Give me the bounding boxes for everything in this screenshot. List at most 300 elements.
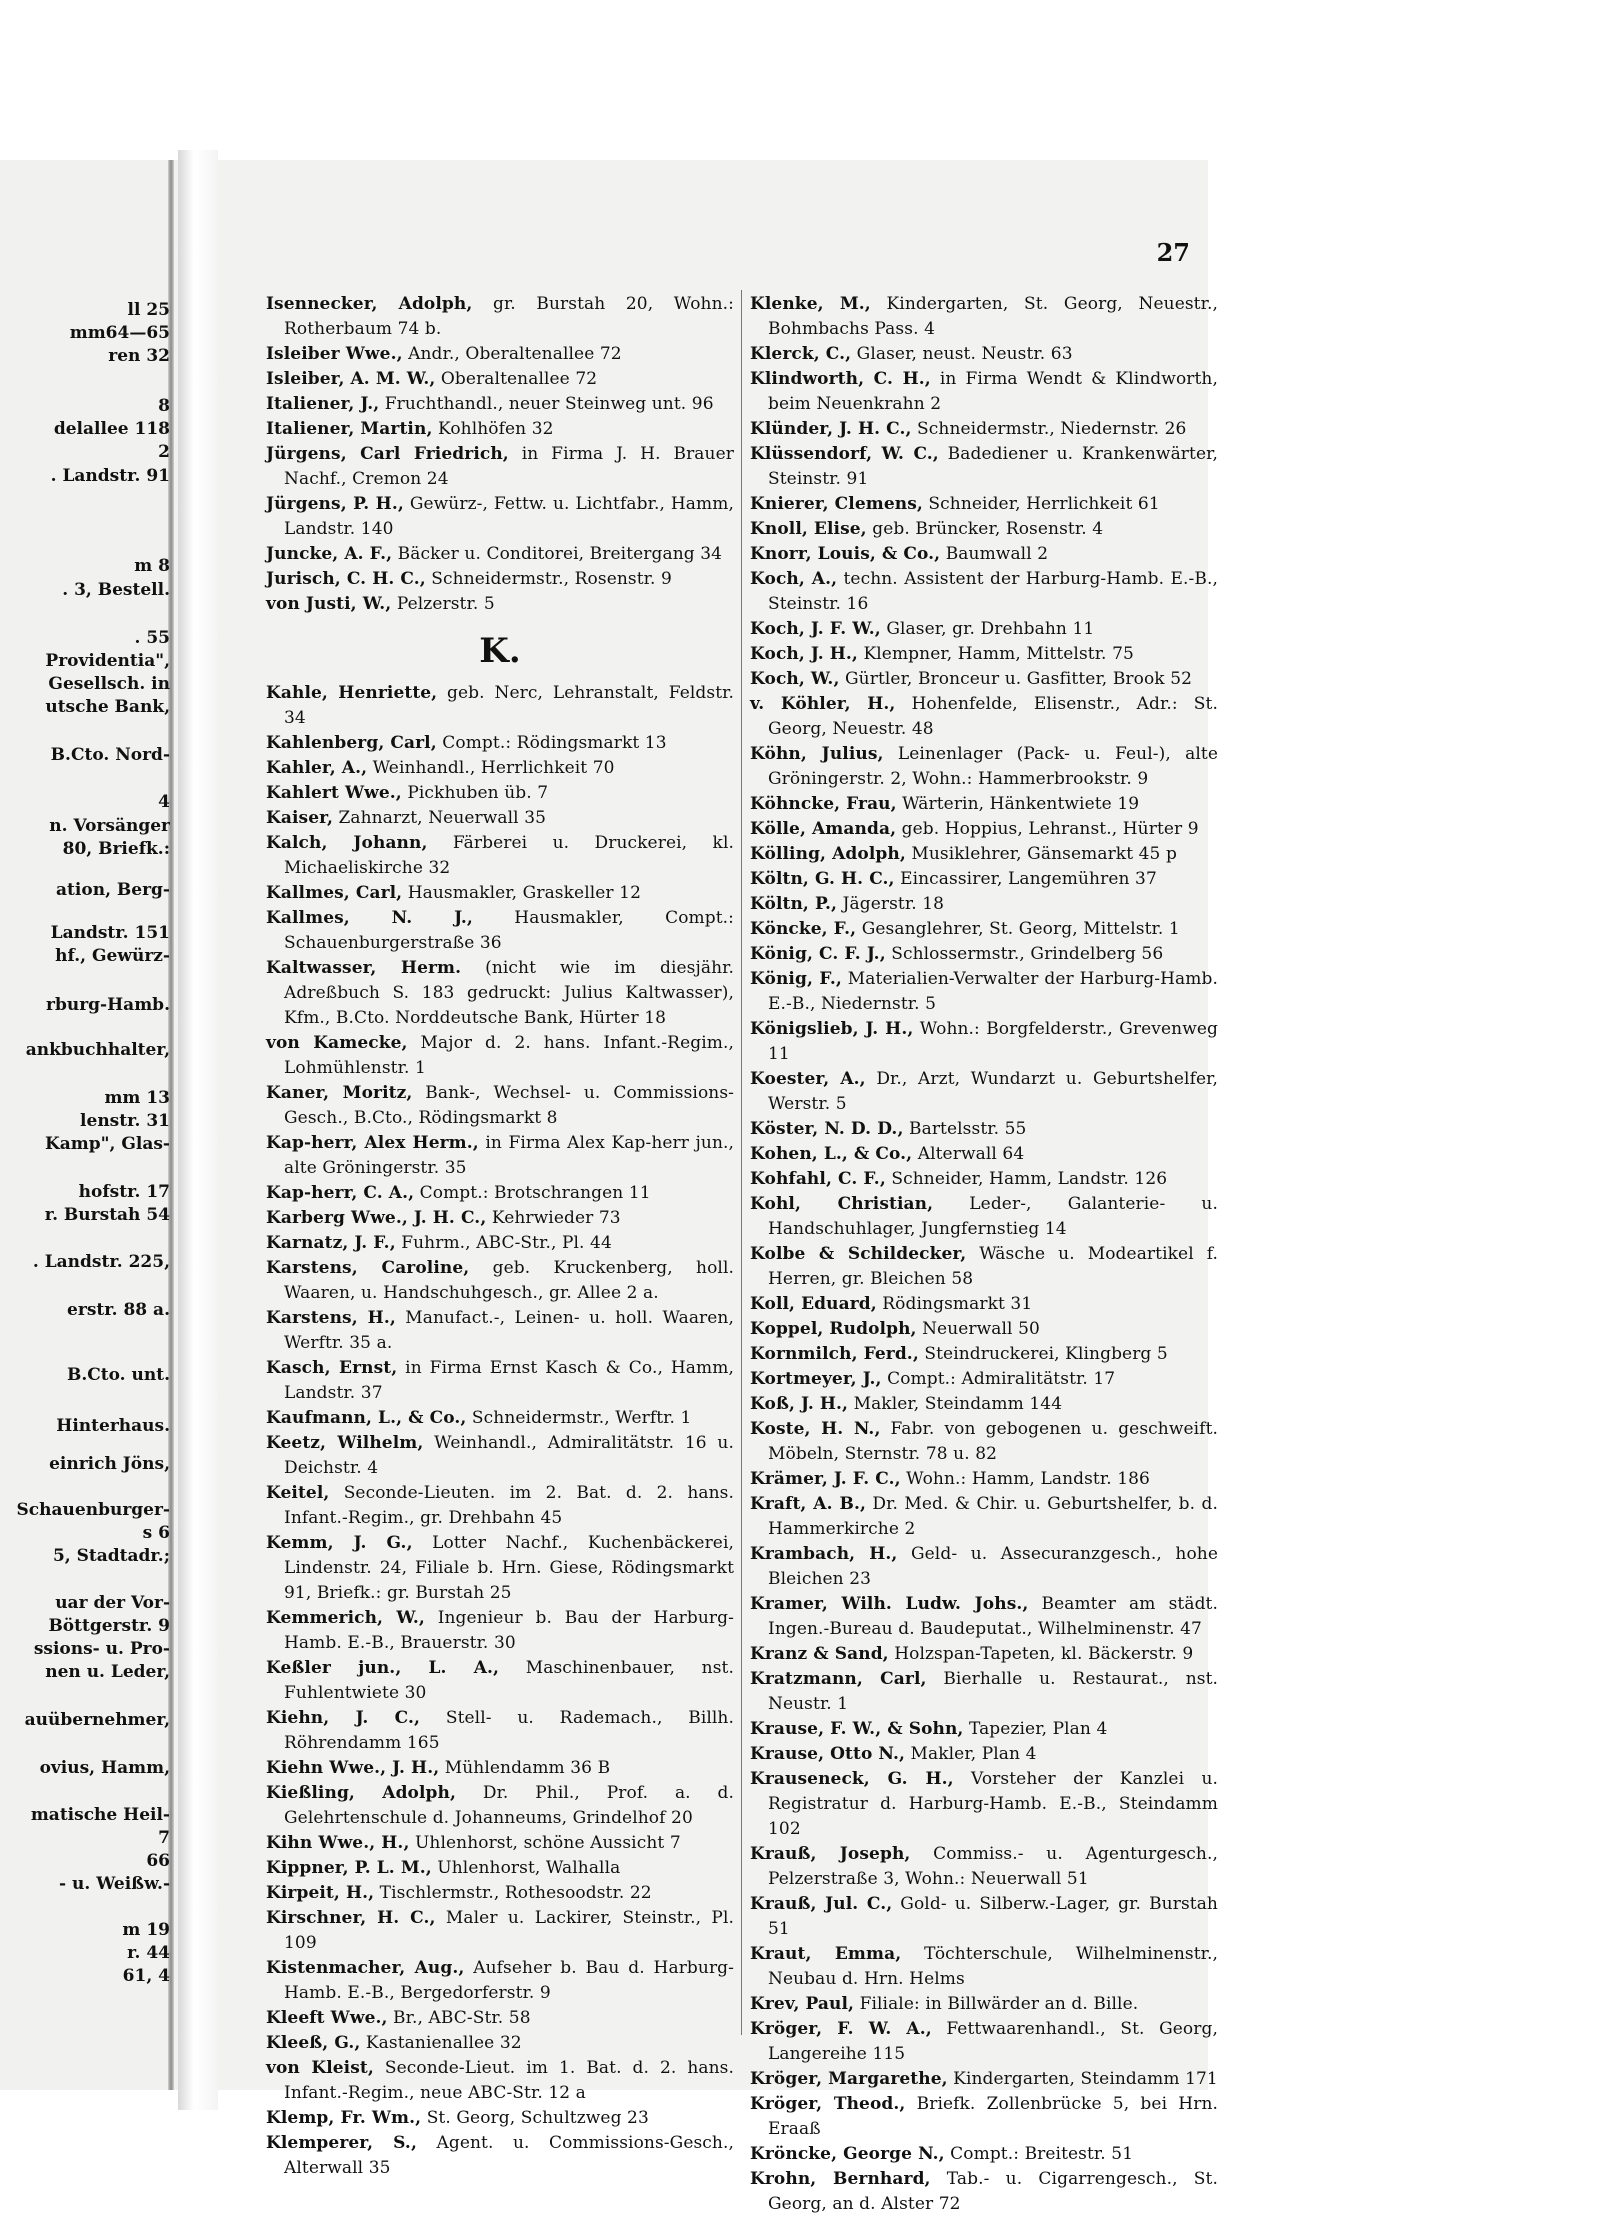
entries-i-j	[266, 292, 734, 617]
entries-k	[266, 681, 734, 2181]
directory-entry	[750, 1667, 1218, 1717]
page-number: 27	[1156, 238, 1190, 267]
directory-entry	[750, 617, 1218, 642]
directory-entry	[266, 2131, 734, 2181]
directory-entry	[750, 1592, 1218, 1642]
entry-details: Schneider, Hamm, Landstr. 126	[885, 1169, 1168, 1189]
entry-name: Krauß, Joseph,	[750, 1844, 911, 1864]
entry-details: Andr., Oberaltenallee 72	[402, 344, 622, 364]
directory-entry	[266, 1256, 734, 1306]
entry-name: Kiehn, J. C.,	[266, 1708, 421, 1728]
directory-entry	[750, 867, 1218, 892]
entry-name: Krause, Otto N.,	[750, 1744, 905, 1764]
facing-page-line: Providentia",	[45, 651, 170, 671]
entry-details: (nicht wie im diesjähr. Adreßbuch S. 183 gedruckt: Julius Kaltwasser), Kfm., B.Cto. Norddeutsche Bank, Hürter 18	[284, 958, 734, 1028]
entry-name: v. Köhler, H.,	[750, 694, 896, 714]
entry-name: von Kleist,	[266, 2058, 374, 2078]
directory-entry	[266, 1481, 734, 1531]
entry-details: Holzspan-Tapeten, kl. Bäckerstr. 9	[888, 1644, 1194, 1664]
entry-name: von Justi, W.,	[266, 594, 392, 614]
entry-details: Baumwall 2	[940, 544, 1049, 564]
directory-entry	[266, 367, 734, 392]
entry-name: Jurisch, C. H. C.,	[266, 569, 426, 589]
entry-details: Dr. Phil., Prof. a. d. Gelehrtenschule d. Johanneums, Grindelhof 20	[284, 1783, 734, 1828]
directory-entry	[750, 1017, 1218, 1067]
directory-entry	[750, 1242, 1218, 1292]
directory-entry	[266, 1231, 734, 1256]
entry-details: Compt.: Breitestr. 51	[944, 2144, 1134, 2164]
directory-entry	[266, 542, 734, 567]
entry-details: Aufseher b. Bau d. Harburg-Hamb. E.-B., Bergedorferstr. 9	[284, 1958, 735, 2003]
directory-entry	[750, 2067, 1218, 2092]
directory-entry	[750, 1992, 1218, 2017]
entry-details: Bäcker u. Conditorei, Breitergang 34	[392, 544, 723, 564]
entry-details: geb. Nerc, Lehranstalt, Feldstr. 34	[284, 683, 734, 728]
directory-entry	[750, 1742, 1218, 1767]
entry-name: Kramer, Wilh. Ludw. Johs.,	[750, 1594, 1029, 1614]
entry-details: Agent. u. Commissions-Gesch., Alterwall 35	[284, 2133, 734, 2178]
directory-entry	[750, 342, 1218, 367]
entry-name: Knorr, Louis, & Co.,	[750, 544, 941, 564]
entry-name: von Kamecke,	[266, 1033, 408, 1053]
directory-entry	[266, 567, 734, 592]
entry-details: techn. Assistent der Harburg-Hamb. E.-B., Steinstr. 16	[768, 569, 1218, 614]
directory-entry	[266, 1606, 734, 1656]
entry-name: Kap-herr, Alex Herm.,	[266, 1133, 479, 1153]
entry-details: Gewürz-, Fettw. u. Lichtfabr., Hamm, Landstr. 140	[284, 494, 734, 539]
directory-entry	[266, 1406, 734, 1431]
entry-name: Koste, H. N.,	[750, 1419, 881, 1439]
directory-entry	[266, 492, 734, 542]
entry-details: Oberaltenallee 72	[435, 369, 598, 389]
directory-entry	[750, 1367, 1218, 1392]
entry-name: Krämer, J. F. C.,	[750, 1469, 901, 1489]
entry-details: Tischlermstr., Rothesoodstr. 22	[374, 1883, 652, 1903]
directory-entry	[266, 1031, 734, 1081]
entry-details: Glaser, gr. Drehbahn 11	[880, 619, 1095, 639]
directory-entry	[750, 892, 1218, 917]
directory-entry	[750, 667, 1218, 692]
entry-details: Steindruckerei, Klingberg 5	[918, 1344, 1168, 1364]
facing-page-line: 2	[158, 442, 170, 462]
directory-entry	[750, 1467, 1218, 1492]
entry-name: Klünder, J. H. C.,	[750, 419, 912, 439]
entry-details: Schneidermstr., Rosenstr. 9	[425, 569, 672, 589]
directory-entry	[266, 2006, 734, 2031]
entry-name: Kirpeit, H.,	[266, 1883, 375, 1903]
entry-details: Stell- u. Rademach., Billh. Röhrendamm 165	[284, 1708, 734, 1753]
directory-entry	[750, 1492, 1218, 1542]
entry-name: Kraft, A. B.,	[750, 1494, 867, 1514]
entry-name: Italiener, Martin,	[266, 419, 433, 439]
entry-details: Hohenfelde, Elisenstr., Adr.: St. Georg, Neuestr. 48	[768, 694, 1218, 739]
facing-page-line: matische Heil-	[30, 1805, 170, 1825]
entry-details: St. Georg, Schultzweg 23	[421, 2108, 649, 2128]
directory-entry	[750, 1417, 1218, 1467]
entry-details: Fuhrm., ABC-Str., Pl. 44	[395, 1233, 612, 1253]
entry-details: Dr., Arzt, Wundarzt u. Geburtshelfer, Werstr. 5	[768, 1069, 1218, 1114]
entry-name: Kirschner, H. C.,	[266, 1908, 436, 1928]
entry-details: Maler u. Lackirer, Steinstr., Pl. 109	[284, 1908, 735, 1953]
entry-name: Kohl, Christian,	[750, 1194, 934, 1214]
facing-page-line: Schauenburger-	[16, 1500, 170, 1520]
entry-name: Jürgens, P. H.,	[266, 494, 404, 514]
directory-entry	[750, 817, 1218, 842]
facing-page-line: Gesellsch. in	[48, 674, 170, 694]
facing-page-line: uar der Vor-	[55, 1593, 170, 1613]
entry-name: Kolbe & Schildecker,	[750, 1244, 967, 1264]
facing-page-line: ssions- u. Pro-	[33, 1639, 170, 1659]
entry-details: in Firma Ernst Kasch & Co., Hamm, Landstr. 37	[284, 1358, 734, 1403]
directory-entry	[266, 1431, 734, 1481]
entry-name: Költn, P.,	[750, 894, 838, 914]
book-spine	[178, 150, 218, 2110]
entry-name: Jürgens, Carl Friedrich,	[266, 444, 509, 464]
directory-entry	[266, 1756, 734, 1781]
entry-name: Kölling, Adolph,	[750, 844, 906, 864]
directory-entry	[266, 1356, 734, 1406]
entry-name: Knierer, Clemens,	[750, 494, 923, 514]
entry-details: Wohn.: Borgfelderstr., Grevenweg 11	[768, 1019, 1219, 1064]
directory-entry	[750, 1717, 1218, 1742]
entry-details: Makler, Steindamm 144	[848, 1394, 1063, 1414]
entry-details: Br., ABC-Str. 58	[387, 2008, 531, 2028]
entry-details: Schneidermstr., Niedernstr. 26	[911, 419, 1187, 439]
facing-page-line: B.Cto. Nord-	[50, 745, 170, 765]
entry-name: Krauß, Jul. C.,	[750, 1894, 893, 1914]
directory-entry	[750, 292, 1218, 342]
entry-details: Weinhandl., Admiralitätstr. 16 u. Deichstr. 4	[284, 1433, 734, 1478]
entry-details: Bank-, Wechsel- u. Commissions-Gesch., B.Cto., Rödingsmarkt 8	[284, 1083, 735, 1128]
directory-entry	[266, 342, 734, 367]
entry-details: Glaser, neust. Neustr. 63	[851, 344, 1073, 364]
directory-entry	[266, 906, 734, 956]
entry-details: Leinenlager (Pack- u. Feul-), alte Gröningerstr. 2, Wohn.: Hammerbrookstr. 9	[768, 744, 1218, 789]
entry-name: König, C. F. J.,	[750, 944, 886, 964]
directory-entry	[750, 367, 1218, 417]
facing-page-line: Hinterhaus.	[56, 1416, 170, 1436]
column-right	[750, 292, 1218, 2217]
entry-details: Mühlendamm 36 B	[439, 1758, 611, 1778]
directory-entry	[750, 1167, 1218, 1192]
entry-details: Jägerstr. 18	[837, 894, 945, 914]
facing-page-line: . 3, Bestell.	[62, 580, 170, 600]
entry-name: Keitel,	[266, 1483, 330, 1503]
entry-name: Koß, J. H.,	[750, 1394, 849, 1414]
entry-name: Kiehn Wwe., J. H.,	[266, 1758, 440, 1778]
directory-entry	[750, 542, 1218, 567]
directory-entry	[266, 681, 734, 731]
entry-details: Leder-, Galanterie- u. Handschuhlager, Jungfernstieg 14	[768, 1194, 1218, 1239]
entry-details: Badediener u. Krankenwärter, Steinstr. 91	[768, 444, 1218, 489]
entry-name: Kahlenberg, Carl,	[266, 733, 437, 753]
directory-entry	[750, 1892, 1218, 1942]
directory-entry	[750, 517, 1218, 542]
directory-entry	[266, 1831, 734, 1856]
entry-name: Isleiber Wwe.,	[266, 344, 403, 364]
facing-page-line: r. 44	[127, 1943, 170, 1963]
entry-name: Kohen, L., & Co.,	[750, 1144, 913, 1164]
entry-details: Hausmakler, Compt.: Schauenburgerstraße 36	[284, 908, 734, 953]
entry-name: Klindworth, C. H.,	[750, 369, 931, 389]
entry-details: Gold- u. Silberw.-Lager, gr. Burstah 51	[768, 1894, 1218, 1939]
directory-entry	[266, 881, 734, 906]
entry-details: Seconde-Lieuten. im 2. Bat. d. 2. hans. Infant.-Regim., gr. Drehbahn 45	[284, 1483, 734, 1528]
entry-details: Alterwall 64	[912, 1144, 1025, 1164]
entry-name: Königslieb, J. H.,	[750, 1019, 914, 1039]
entry-details: in Firma J. H. Brauer Nachf., Cremon 24	[284, 444, 734, 489]
entry-details: Dr. Med. & Chir. u. Geburtshelfer, b. d. Hammerkirche 2	[768, 1494, 1218, 1539]
entry-details: Klempner, Hamm, Mittelstr. 75	[857, 644, 1134, 664]
entry-details: Ingenieur b. Bau der Harburg-Hamb. E.-B., Brauerstr. 30	[284, 1608, 734, 1653]
directory-entry	[750, 1342, 1218, 1367]
entry-details: Gesanglehrer, St. Georg, Mittelstr. 1	[856, 919, 1180, 939]
entry-details: geb. Hoppius, Lehranst., Hürter 9	[896, 819, 1199, 839]
entry-name: Kaufmann, L., & Co.,	[266, 1408, 467, 1428]
entry-name: Kallmes, N. J.,	[266, 908, 473, 928]
entry-details: Compt.: Rödingsmarkt 13	[436, 733, 667, 753]
facing-page-line: . Landstr. 91	[50, 466, 170, 486]
entry-details: Commiss.- u. Agenturgesch., Pelzerstraße 3, Wohn.: Neuerwall 51	[768, 1844, 1218, 1889]
facing-page-line: - u. Weißw.-	[59, 1874, 170, 1894]
entry-details: Rödingsmarkt 31	[876, 1294, 1033, 1314]
directory-entry	[750, 1392, 1218, 1417]
entry-name: Kleeß, G.,	[266, 2033, 361, 2053]
facing-page-line: 7	[158, 1828, 170, 1848]
entry-name: Köncke, F.,	[750, 919, 857, 939]
directory-entry	[750, 2017, 1218, 2067]
facing-page-line: lenstr. 31	[80, 1111, 170, 1131]
entry-details: Materialien-Verwalter der Harburg-Hamb. E.-B., Niedernstr. 5	[768, 969, 1218, 1014]
facing-page-line: . 55	[134, 628, 170, 648]
facing-page-line: ren 32	[108, 346, 170, 366]
directory-entry	[750, 1942, 1218, 1992]
entry-details: Vorsteher der Kanzlei u. Registratur d. Harburg-Hamb. E.-B., Steindamm 102	[768, 1769, 1219, 1839]
directory-entry	[750, 442, 1218, 492]
directory-entry	[750, 2142, 1218, 2167]
entry-details: Kastanienallee 32	[360, 2033, 522, 2053]
entry-name: Koester, A.,	[750, 1069, 866, 1089]
facing-page-line: 66	[146, 1851, 170, 1871]
facing-page-line: rburg-Hamb.	[46, 995, 170, 1015]
facing-page-line: delallee 118	[53, 419, 170, 439]
entry-name: Koch, W.,	[750, 669, 840, 689]
directory-entry	[266, 756, 734, 781]
entry-name: Kortmeyer, J.,	[750, 1369, 882, 1389]
entry-details: Major d. 2. hans. Infant.-Regim., Lohmühlenstr. 1	[284, 1033, 734, 1078]
directory-entry	[266, 1956, 734, 2006]
entry-name: Kahlert Wwe.,	[266, 783, 402, 803]
entry-details: Tapezier, Plan 4	[963, 1719, 1108, 1739]
directory-entry	[266, 592, 734, 617]
directory-page	[218, 160, 1219, 2214]
entry-name: Koch, J. H.,	[750, 644, 858, 664]
directory-entry	[750, 2167, 1218, 2217]
directory-entry	[750, 1117, 1218, 1142]
entry-name: Kratzmann, Carl,	[750, 1669, 927, 1689]
entry-name: König, F.,	[750, 969, 842, 989]
facing-page-line: 80, Briefk.:	[62, 839, 170, 859]
entry-details: Kindergarten, Steindamm 171	[947, 2069, 1218, 2089]
facing-page-line: 8	[158, 396, 170, 416]
entry-name: Klenke, M.,	[750, 294, 871, 314]
directory-entry	[266, 1881, 734, 1906]
directory-entry	[750, 2092, 1218, 2142]
directory-entry	[266, 1531, 734, 1606]
entry-details: Töchterschule, Wilhelminenstr., Neubau d. Hrn. Helms	[768, 1944, 1218, 1989]
entry-name: Karnatz, J. F.,	[266, 1233, 396, 1253]
entry-name: Kalch, Johann,	[266, 833, 428, 853]
entry-details: Uhlenhorst, schöne Aussicht 7	[409, 1833, 681, 1853]
entry-name: Kaner, Moritz,	[266, 1083, 413, 1103]
directory-entry	[750, 1067, 1218, 1117]
entry-name: Kallmes, Carl,	[266, 883, 403, 903]
entry-details: in Firma Alex Kap-herr jun., alte Gröningerstr. 35	[284, 1133, 735, 1178]
entry-details: Geld- u. Assecuranzgesch., hohe Bleichen 23	[768, 1544, 1218, 1589]
entry-details: Musiklehrer, Gänsemarkt 45 p	[905, 844, 1177, 864]
column-divider	[741, 290, 742, 2035]
facing-page-line: 5, Stadtadr.;	[52, 1546, 170, 1566]
directory-entry	[266, 731, 734, 756]
entry-name: Isleiber, A. M. W.,	[266, 369, 436, 389]
directory-entry	[266, 392, 734, 417]
facing-page-fragment	[0, 160, 178, 2090]
entry-name: Kaiser,	[266, 808, 333, 828]
entry-name: Koch, J. F. W.,	[750, 619, 881, 639]
entry-name: Kohfahl, C. F.,	[750, 1169, 886, 1189]
facing-page-line: ation, Berg-	[56, 880, 170, 900]
directory-entry	[266, 1706, 734, 1756]
entry-name: Kröger, F. W. A.,	[750, 2019, 932, 2039]
facing-page-line: ll 25	[127, 300, 170, 320]
directory-entry	[750, 1317, 1218, 1342]
entry-name: Knoll, Elise,	[750, 519, 867, 539]
section-letter: K.	[479, 631, 521, 671]
entry-name: Karstens, Caroline,	[266, 1258, 470, 1278]
entry-details: Tab.- u. Cigarrengesch., St. Georg, an d. Alster 72	[768, 2169, 1218, 2214]
entry-details: Weinhandl., Herrlichkeit 70	[367, 758, 615, 778]
entry-details: Wohn.: Hamm, Landstr. 186	[900, 1469, 1150, 1489]
directory-entry	[266, 806, 734, 831]
directory-entry	[750, 1767, 1218, 1842]
entries-k-continued	[750, 292, 1218, 2217]
directory-entry	[750, 1142, 1218, 1167]
entry-details: Compt.: Brotschrangen 11	[414, 1183, 651, 1203]
directory-entry	[266, 417, 734, 442]
entry-name: Kraut, Emma,	[750, 1944, 902, 1964]
directory-entry	[750, 492, 1218, 517]
entry-details: Pickhuben üb. 7	[401, 783, 549, 803]
entry-name: Italiener, J.,	[266, 394, 380, 414]
entry-details: Seconde-Lieut. im 1. Bat. d. 2. hans. Infant.-Regim., neue ABC-Str. 12 a	[284, 2058, 734, 2103]
entry-name: Köhncke, Frau,	[750, 794, 897, 814]
entry-name: Koppel, Rudolph,	[750, 1319, 917, 1339]
entry-details: Zahnarzt, Neuerwall 35	[332, 808, 547, 828]
directory-entry	[266, 1781, 734, 1831]
directory-entry	[266, 1306, 734, 1356]
entry-name: Kippner, P. L. M.,	[266, 1858, 432, 1878]
directory-entry	[750, 792, 1218, 817]
entry-details: Gürtler, Bronceur u. Gasfitter, Brook 52	[839, 669, 1193, 689]
directory-entry	[266, 2056, 734, 2106]
entry-name: Kleeft Wwe.,	[266, 2008, 388, 2028]
entry-name: Koll, Eduard,	[750, 1294, 877, 1314]
entry-name: Keetz, Wilhelm,	[266, 1433, 424, 1453]
entry-name: Koch, A.,	[750, 569, 838, 589]
entry-name: Kahler, A.,	[266, 758, 368, 778]
directory-entry	[750, 1292, 1218, 1317]
entry-name: Kröger, Margarethe,	[750, 2069, 948, 2089]
directory-entry	[750, 742, 1218, 792]
facing-page-line: . Landstr. 225,	[32, 1252, 170, 1272]
directory-entry	[750, 417, 1218, 442]
directory-entry	[750, 917, 1218, 942]
entry-details: Makler, Plan 4	[905, 1744, 1037, 1764]
entry-details: Pelzerstr. 5	[391, 594, 495, 614]
column-left	[266, 292, 734, 2181]
entry-name: Klemperer, S.,	[266, 2133, 417, 2153]
entry-details: gr. Burstah 20, Wohn.: Rotherbaum 74 b.	[284, 294, 734, 339]
directory-entry	[750, 1542, 1218, 1592]
facing-page-line: B.Cto. unt.	[66, 1365, 170, 1385]
facing-page-line: 4	[158, 792, 170, 812]
entry-details: Wäsche u. Modeartikel f. Herren, gr. Bleichen 58	[768, 1244, 1218, 1289]
directory-entry	[266, 1656, 734, 1706]
facing-page-line: m 8	[134, 556, 170, 576]
directory-entry	[750, 642, 1218, 667]
entry-name: Juncke, A. F.,	[266, 544, 393, 564]
entry-name: Krause, F. W., & Sohn,	[750, 1719, 964, 1739]
directory-entry	[266, 1081, 734, 1131]
entry-details: Kohlhöfen 32	[432, 419, 554, 439]
facing-page-line: utsche Bank,	[45, 697, 170, 717]
directory-entry	[750, 692, 1218, 742]
directory-entry	[266, 2106, 734, 2131]
entry-details: Fabr. von gebogenen u. geschweift. Möbeln, Sternstr. 78 u. 82	[768, 1419, 1219, 1464]
entry-name: Költn, G. H. C.,	[750, 869, 895, 889]
facing-page-line: erstr. 88 a.	[67, 1300, 170, 1320]
entry-name: Krauseneck, G. H.,	[750, 1769, 954, 1789]
entry-details: Kehrwieder 73	[486, 1208, 621, 1228]
entry-name: Kemm, J. G.,	[266, 1533, 413, 1553]
facing-page-line: Kamp", Glas-	[45, 1134, 170, 1154]
directory-entry	[266, 1206, 734, 1231]
entry-name: Keßler jun., L. A.,	[266, 1658, 500, 1678]
directory-entry	[266, 1181, 734, 1206]
entry-name: Köhn, Julius,	[750, 744, 884, 764]
entry-details: Filiale: in Billwärder an d. Bille.	[854, 1994, 1139, 2014]
directory-entry	[750, 942, 1218, 967]
directory-entry	[266, 1906, 734, 1956]
directory-entry	[750, 1842, 1218, 1892]
directory-entry	[266, 956, 734, 1031]
facing-page-line: m 19	[122, 1920, 170, 1940]
entry-name: Krambach, H.,	[750, 1544, 898, 1564]
entry-details: Briefk. Zollenbrücke 5, bei Hrn. Eraaß	[768, 2094, 1219, 2139]
entry-details: Beamter am städt. Ingen.-Bureau d. Baudeputat., Wilhelminenstr. 47	[768, 1594, 1218, 1639]
directory-entry	[750, 842, 1218, 867]
facing-page-line: r. Burstah 54	[44, 1205, 170, 1225]
entry-name: Kornmilch, Ferd.,	[750, 1344, 919, 1364]
directory-entry	[750, 567, 1218, 617]
entry-name: Krohn, Bernhard,	[750, 2169, 931, 2189]
entry-name: Karstens, H.,	[266, 1308, 396, 1328]
entry-name: Kap-herr, C. A.,	[266, 1183, 415, 1203]
entry-name: Klerck, C.,	[750, 344, 852, 364]
entry-name: Kaltwasser, Herm.	[266, 958, 462, 978]
facing-page-line: Landstr. 151	[50, 923, 170, 943]
facing-page-line: nen u. Leder,	[45, 1662, 170, 1682]
